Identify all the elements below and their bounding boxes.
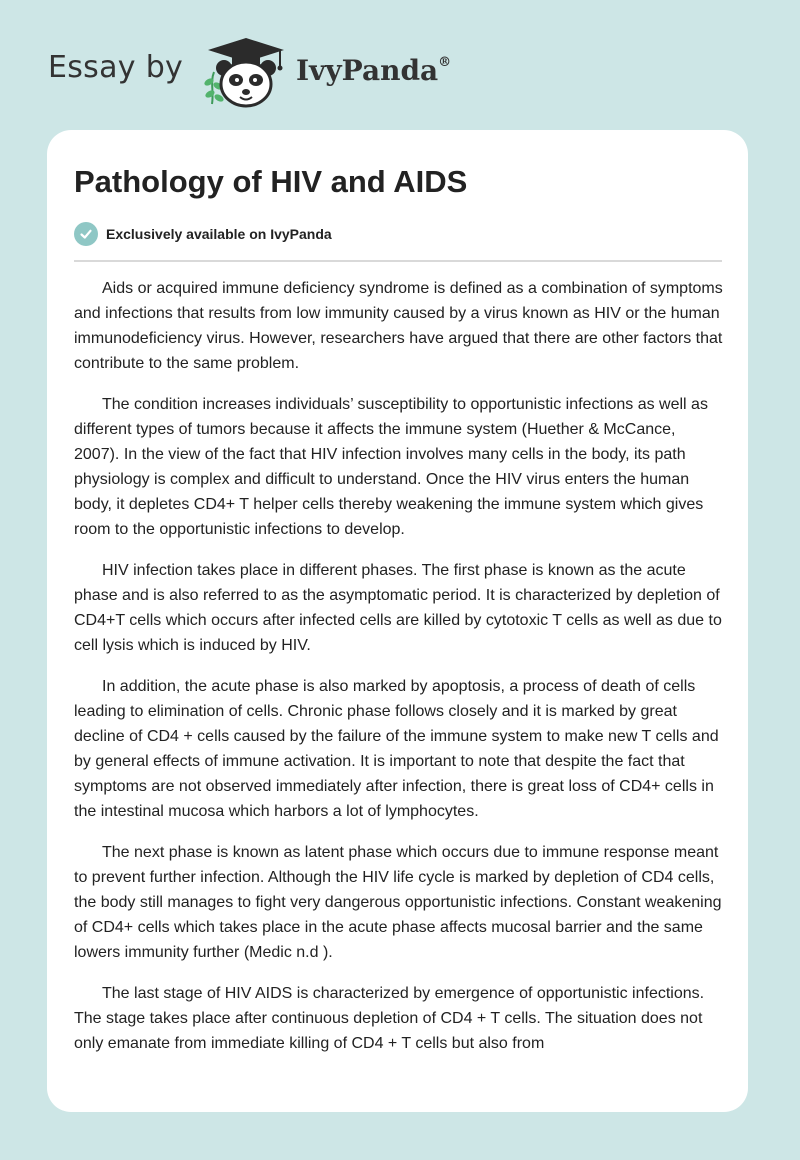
site-header [0, 0, 800, 130]
check-icon [74, 222, 98, 246]
page-title: Pathology of HIV and AIDS [74, 164, 468, 199]
paragraph: The last stage of HIV AIDS is characterized by emergence of opportunistic infections. The stage takes place after continuous depletion of CD4 + T cells. The situation does not only emanate from immediate killing of CD4 + T cells but also from [74, 985, 705, 1052]
registered-mark: ® [438, 54, 452, 70]
divider [74, 260, 722, 262]
brand-text: IvyPanda [296, 54, 439, 87]
paragraph: The next phase is known as latent phase which occurs due to immune response meant to prevent further infection. Although the HIV life cycle is marked by depletion of CD4 cells, the body still manages to fight very dangerous opportunistic infections. Constant weakening of CD4+ cells which takes place in the acute phase affects mucosal barrier and the same lowers immunity further (Medic n.d ). [74, 844, 722, 961]
essay-body [74, 276, 724, 1072]
paragraph: The condition increases individuals’ susceptibility to opportunistic infections as well as different types of tumors because it affects the immune system (Huether & McCance, 2007). In the view of the fact that HIV infection involves many cells in the body, its path physiology is complex and difficult to understand. Once the HIV virus enters the human body, it depletes CD4+ T helper cells thereby weakening the immune system which gives room to the opportunistic infections to develop. [74, 396, 708, 538]
exclusive-badge-label: Exclusively available on IvyPanda [106, 226, 332, 242]
brand-name[interactable] [296, 54, 451, 87]
panda-logo-icon[interactable] [200, 34, 292, 108]
essay-by-label: Essay by [48, 50, 184, 85]
essay-card [47, 130, 748, 1112]
paragraph: HIV infection takes place in different phases. The first phase is known as the acute phase and is also referred to as the asymptomatic period. It is characterized by depletion of CD4+T cells which occurs after infected cells are killed by cytotoxic T cells as well as due to cell lysis which is induced by HIV. [74, 562, 722, 654]
paragraph: Aids or acquired immune deficiency syndrome is defined as a combination of symptoms and infections that results from low immunity caused by a virus known as HIV or the human immunodeficiency virus. However, researchers have argued that there are other factors that contribute to the same problem. [74, 280, 723, 372]
paragraph: In addition, the acute phase is also marked by apoptosis, a process of death of cells leading to elimination of cells. Chronic phase follows closely and it is marked by great decline of CD4 + cells caused by the failure of the immune system to make new T cells and by general effects of immune activation. It is important to note that despite the fact that symptoms are not observed immediately after infection, there is great loss of CD4+ cells in the intestinal mucosa which harbors a lot of lymphocytes. [74, 678, 719, 820]
exclusive-badge [74, 222, 332, 246]
